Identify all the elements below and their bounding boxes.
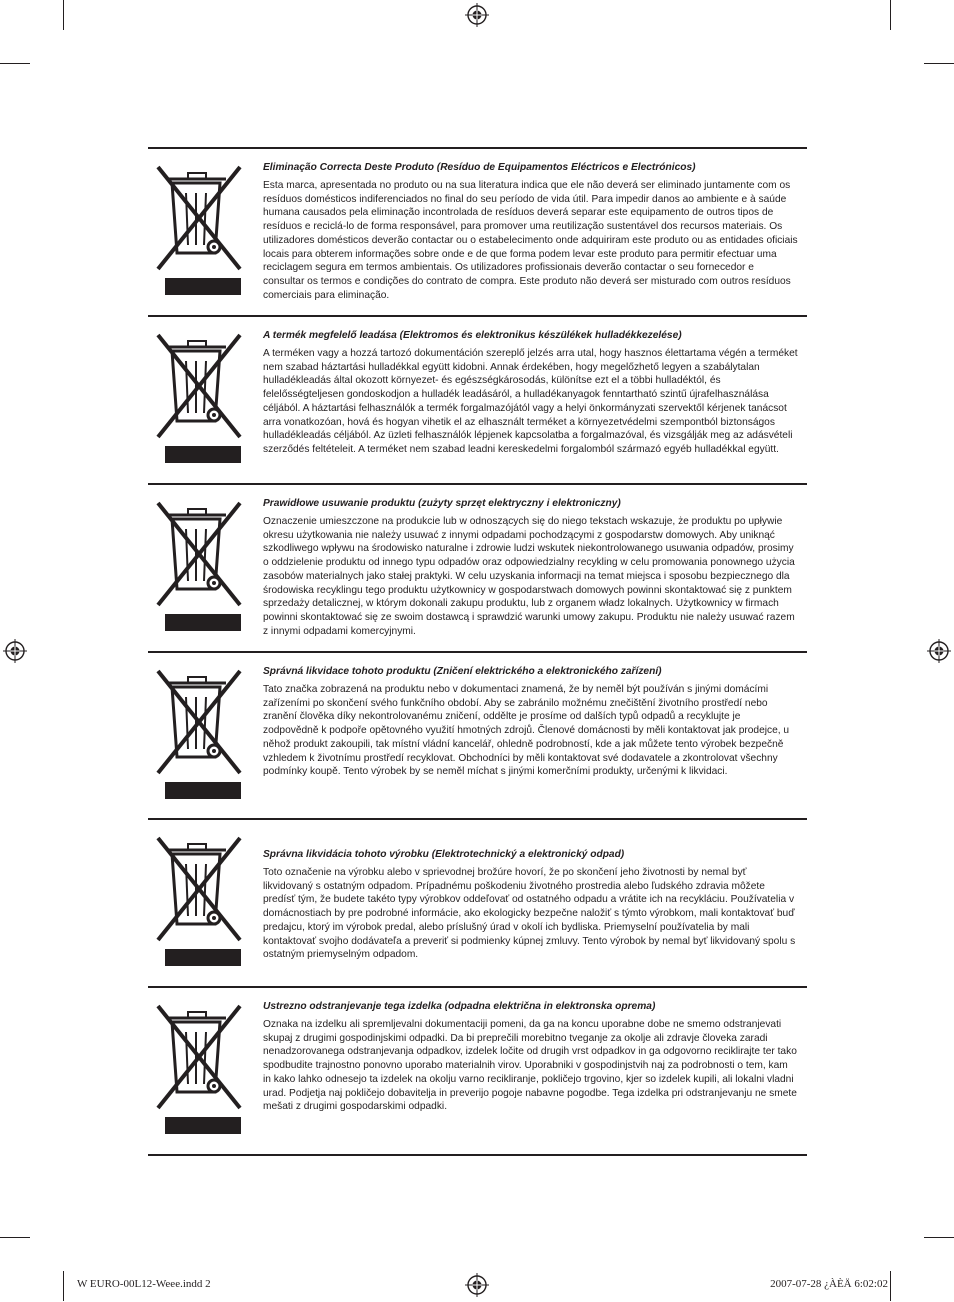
crossed-out-wheelie-bin-icon (156, 501, 242, 636)
bin-underline-bar (165, 446, 241, 463)
section-heading: Eliminação Correcta Deste Produto (Resíduo de Equipamentos Eléctricos e Electrónicos) (263, 162, 696, 173)
crossed-out-wheelie-bin-icon (156, 333, 242, 468)
bin-underline-bar (165, 1117, 241, 1134)
crop-mark (924, 63, 954, 64)
crop-mark (63, 1271, 64, 1301)
crossed-out-wheelie-bin-icon (156, 669, 242, 804)
crop-mark (890, 1271, 891, 1301)
registration-mark-icon (465, 3, 489, 27)
registration-mark-icon (465, 1273, 489, 1297)
crop-mark (63, 0, 64, 30)
section-slovenian (148, 988, 807, 1156)
section-portuguese (148, 149, 807, 317)
footer-timestamp: 2007-07-28 ¿ÀÈÄ 6:02:02 (770, 1278, 888, 1290)
crop-mark (924, 1237, 954, 1238)
section-body: Oznaczenie umieszczone na produkcie lub w odnoszących się do niego tekstach wskazuje, że produktu po upływie okresu użytkowania nie należy usuwać z innymi odpadami pochodzącymi z gospodarstw domowych. Aby uniknąć szkodliwego wpływu na środowisko naturalne i zdrowie ludzi wskutek niekontrolowanego usuwania odpadów, prosimy o oddzielenie produktu od innego typu odpadów oraz odpowiedzialny recykling w celu promowania ponownego użycia zasobów materialnych jako stałej praktyki. W celu uzyskania informacji na temat miejsca i sposobu bezpiecznego dla środowiska recyklingu tego produktu użytkownicy w gospodarstwach domowych powinni skontaktować się z punktem sprzedaży detalicznej, w którym dokonali zakupu produktu, lub z organem władz lokalnych. Użytkownicy w firmach powinni skontaktować się ze swoim dostawcą i sprawdzić warunki umowy zakupu. Produktu nie należy usuwać razem z innymi odpadami komercyjnymi. (263, 516, 795, 637)
section-body: Oznaka na izdelku ali spremljevalni dokumentaciji pomeni, da ga na koncu uporabne dobe ne smemo odstranjevati skupaj z drugimi gospodinjskimi odpadki. Da bi preprečili morebitno tveganje za okolje ali zdravje človeka zaradi nenadzorovanega odstranjevanja odpadkov, izdelek ločite od drugih vrst odpadkov in ga odgovorno reciklirajte ter tako spodbudite trajnostno ponovno uporabo materialnih virov. Uporabniki v gospodinjstvih naj za podrobnosti o tem, kam in kako lahko odnesejo ta izdelek na okolju varno recikliranje, pokličejo trgovino, kjer so izdelek kupili, ali lokalni vladni urad. Podjetja naj pokličejo dobavitelja in preverijo pogoje nabavne pogodbe. Tega izdelka pri odstranjevanju ne smete mešati z drugimi gospodarskimi odpadki. (263, 1019, 797, 1113)
section-body: A terméken vagy a hozzá tartozó dokumentáción szereplő jelzés arra utal, hogy hasznos élettartama végén a terméket nem szabad háztartási hulladékkal együtt kidobni. Annak érdekében, hogy megelőzhető legyen a szabálytalan hulladékleadás által okozott környezet- és egészségkárosodás, különítse ezt el a többi hulladéktól, és felelősségteljesen gondoskodjon a hulladék leadásáról, a hulladékanyagok fenntartható szintű újrafelhasználása céljából. A háztartási felhasználók a termék forgalmazójától vagy a helyi önkormányzati szervektől kérjenek tanácsot arra vonatkozóan, hová és hogyan vihetik el az elhasznált terméket a környezetvédelmi szempontból biztonságos hulladékleadás céljából. Az üzleti felhasználók lépjenek kapcsolatba a forgalmazóval, és vizsgálják meg az adásvételi szerződés feltételeit. A terméket nem szabad leadni kereskedelmi forgalomból származó egyéb hulladékkal együtt. (263, 348, 798, 455)
section-czech (148, 653, 807, 820)
bin-underline-bar (165, 614, 241, 631)
weee-disposal-notices (148, 147, 807, 1156)
registration-mark-icon (3, 639, 27, 663)
crop-mark (0, 63, 30, 64)
bin-underline-bar (165, 278, 241, 295)
crop-mark (890, 0, 891, 30)
bin-underline-bar (165, 782, 241, 799)
section-heading: Prawidłowe usuwanie produktu (zużyty sprzęt elektryczny i elektroniczny) (263, 498, 621, 509)
section-heading: Ustrezno odstranjevanje tega izdelka (odpadna električna in elektronska oprema) (263, 1001, 656, 1012)
section-slovak (148, 820, 807, 988)
footer-file-name: W EURO-00L12-Weee.indd 2 (77, 1278, 211, 1290)
crossed-out-wheelie-bin-icon (156, 165, 242, 300)
section-body: Toto označenie na výrobku alebo v sprievodnej brožúre hovorí, že po skončení jeho životnosti by nemal byť likvidovaný s ostatným odpadom. Prípadnému poškodeniu životného prostredia alebo ľudského zdravia môžete predísť tým, že budete takéto typy výrobkov oddeľovať od ostatného odpadu a vrátite ich na recykláciu. Používatelia v domácnostiach by pre podrobné informácie, ako ekologicky bezpečne naložiť s týmto výrobkom, mali kontaktovať buď predajcu, ktorý im výrobok predal, alebo príslušný úrad v okolí ich bydliska. Priemyselní používatelia by mali kontaktovať svojho dodávateľa a preveriť si podmienky kúpnej zmluvy. Tento výrobok by nemal byť likvidovaný spolu s ostatným priemyselným odpadom. (263, 867, 796, 961)
section-hungarian (148, 317, 807, 485)
section-polish (148, 485, 807, 653)
bin-underline-bar (165, 949, 241, 966)
crossed-out-wheelie-bin-icon (156, 1004, 242, 1139)
section-body: Tato značka zobrazená na produktu nebo v dokumentaci znamená, že by neměl být používán s jinými domácími zařízeními po skončení svého funkčního období. Aby se zabránilo možnému znečištění životního prostředí nebo zranění člověka díky nekontrolovanému zničení, oddělte je prosíme od dalších typů odpadů a recyklujte je zodpovědně k podpoře opětovného využití hmotných zdrojů. Členové domácnosti by měli kontaktovat jak prodejce, u něhož produkt zakoupili, tak místní vládní kancelář, ohledně podrobností, kde a jak můžete tento výrobek bezpečně vzhledem k životnímu prostředí recyklovat. Obchodníci by měli kontaktovat své dodavatele a zkontrolovat všechny podmínky koupě. Tento výrobek by se neměl míchat s jinými komerčními produkty, určenými k likvidaci. (263, 684, 790, 778)
section-heading: A termék megfelelő leadása (Elektromos és elektronikus készülékek hulladékkezelése) (263, 330, 682, 341)
crossed-out-wheelie-bin-icon (156, 836, 242, 971)
crop-mark (0, 1237, 30, 1238)
section-body: Esta marca, apresentada no produto ou na sua literatura indica que ele não deverá ser eliminado juntamente com os resíduos domésticos indiferenciados no final do seu período de vida útil. Para impedir danos ao ambiente e à saúde humana causados pela eliminação incontrolada de resíduos deverá separar este equipamento de outros tipos de resíduos e reciclá-lo de forma responsável, para promover uma reutilização sustentável dos recursos materiais. Os utilizadores domésticos deverão contactar ou o estabelecimento onde adquiriram este produto ou as entidades oficiais locais para obterem informações sobre onde e de que forma podem levar este produto para permitir efectuar uma reciclagem segura em termos ambientais. Os utilizadores profissionais deverão contactar o seu fornecedor e consultar os termos e condições do contrato de compra. Este produto não deverá ser misturado com outros resíduos comerciais para eliminação. (263, 180, 798, 301)
section-heading: Správna likvidácia tohoto výrobku (Elektrotechnický a elektronický odpad) (263, 849, 625, 860)
section-heading: Správná likvidace tohoto produktu (Zničení elektrického a elektronického zařízení) (263, 666, 662, 677)
registration-mark-icon (927, 639, 951, 663)
